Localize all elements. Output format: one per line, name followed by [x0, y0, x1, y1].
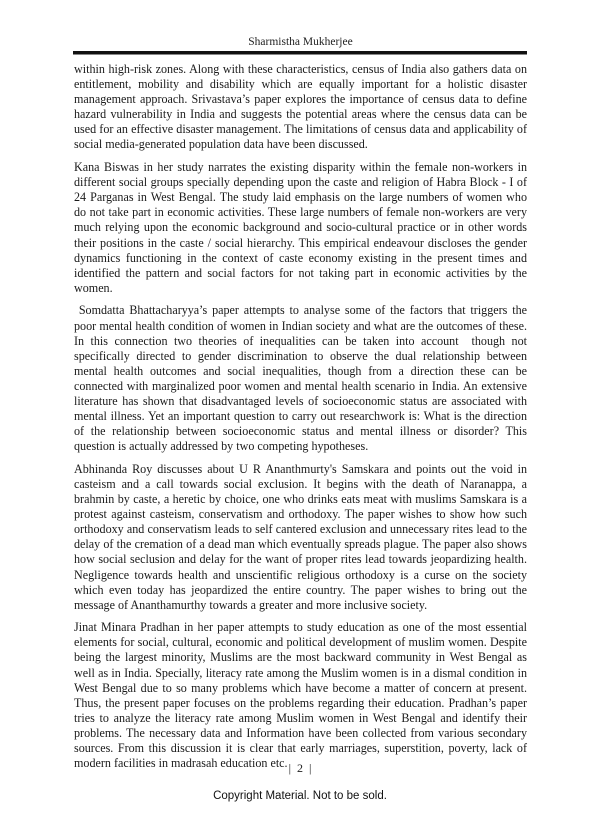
header-rule [73, 51, 527, 54]
paragraph-pradhan: Jinat Minara Pradhan in her paper attempts to study education as one of the most essential elements for social, cultural, economic and political development of muslim women. Despite being the largest minority, Muslims are the most backward community in West Bengal as well as in India. Specially, literacy rate among the Muslim women is in a dismal condition in West Bengal due to so many problems which have become a matter of concern at present. Thus, the present paper focuses on the problems regarding their education. Pradhan’s paper tries to analyze the literacy rate among Muslim women in West Bengal and identify their problems. The necessary data and Information have been collected from various secondary sources. From this discussion it is clear that early marriages, superstition, poverty, lack of modern facilities in madrasah education etc. [74, 620, 527, 771]
paragraph-roy: Abhinanda Roy discusses about U R Ananthmurty's Samskara and points out the void in casteism and a call towards social exclusion. It begins with the death of Naranappa, a brahmin by caste, a heretic by choice, one who drinks eats meat with muslims Samskara is a protest against casteism, conservatism and orthodoxy. The paper wishes to show how such orthodoxy and conservatism leads to self cantered exclusion and unnecessary rites lead to the delay of the cremation of a dead man which eventually spreads plague. The paper also shows how social seclusion and delay for the want of proper rites lead towards jeopardizing health. Negligence towards health and unscientific religious orthodoxy is a curse on the society which even today has jeopardized the entire country. The paper wishes to bring out the message of Ananthamurthy towards a greater and more inclusive society. [74, 461, 527, 612]
copyright-notice: Copyright Material. Not to be sold. [213, 790, 387, 802]
body-text [74, 62, 534, 779]
running-head: Sharmistha Mukherjee [248, 36, 353, 48]
paragraph-srivastava: within high-risk zones. Along with these characteristics, census of India also gathers data on entitlement, mobility and disability which are equally important for a holistic disaster management approach. Srivastava’s paper explores the importance of census data to define hazard vulnerability in India and suggests the potential areas where the census data can be used for an effective disaster management. The limitations of census data and applicability of social media-generated population data have been discussed. [74, 62, 527, 152]
page-number: | 2 | [288, 761, 312, 775]
paragraph-biswas: Kana Biswas in her study narrates the existing disparity within the female non-workers in different social groups specially depending upon the caste and religion of Habra Block - I of 24 Parganas in West Bengal. The study laid emphasis on the large numbers of women who do not take part in economic activities. These large numbers of female non-workers are very much relying upon the economic background and socio-cultural practice or in other words their positions in the caste / social hierarchy. This empirical endeavour discloses the gender dynamics functioning in the context of caste economy existing in the present times and identified the pattern and social factors for not taking part in economic activities by the women. [74, 160, 527, 295]
paragraph-bhattacharyya: Somdatta Bhattacharyya’s paper attempts to analyse some of the factors that triggers the poor mental health condition of women in Indian society and what are the outcomes of these. In this connection two theories of inequalities can be taken into account though not specifically directed to gender discrimination to observe the dual relationship between mental health outcomes and social inequalities, though from a direction these can be connected with marginalized poor women and mental health scenario in India. An extensive literature has shown that disadvantaged levels of socioeconomic status are associated with mental illness. Yet an important question to carry out researchwork is: What is the direction of the relationship between socioeconomic status and mental illness or disorder? This question is actually addressed by two competing hypotheses. [74, 303, 534, 454]
